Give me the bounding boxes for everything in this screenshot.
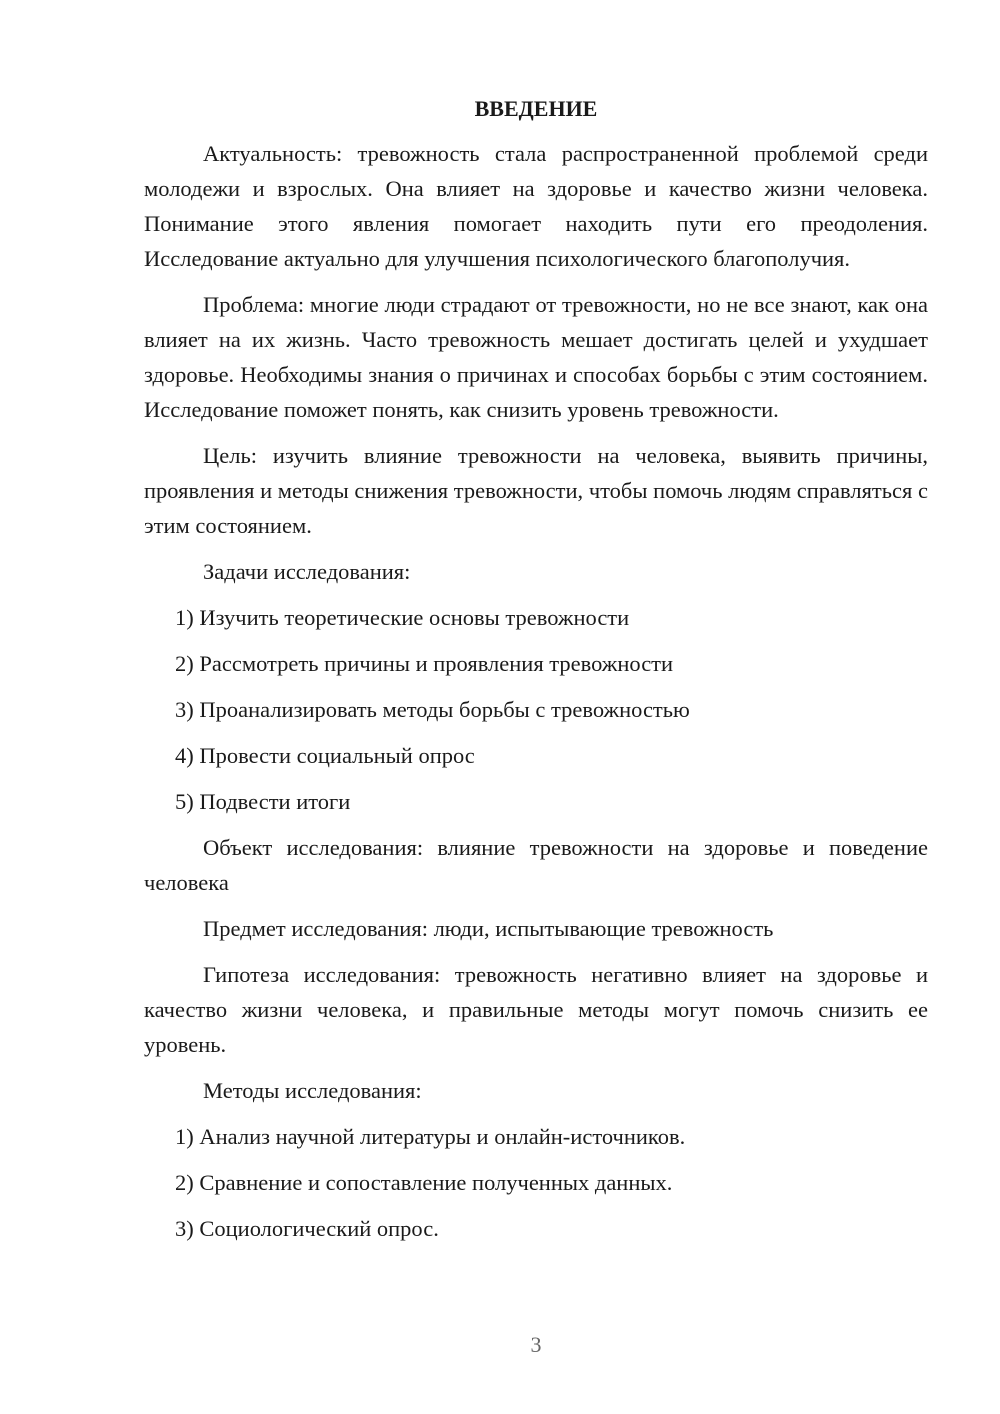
page-number: 3 [530,1332,542,1357]
methods-list [144,1119,928,1246]
document-page [144,94,928,1257]
subject-paragraph: Предмет исследования: люди, испытывающие тревожность [203,916,774,941]
goal-paragraph: Цель: изучить влияние тревожности на человека, выявить причины, проявления и методы снижения тревожности, чтобы помочь людям справляться с этим состоянием. [144,443,928,538]
relevance-paragraph: Актуальность: тревожность стала распространенной проблемой среди молодежи и взрослых. Она влияет на здоровье и качество жизни человека. Понимание этого явления помогает находить пути его преодоления. Исследование актуально для улучшения психологического благополучия. [144,141,928,271]
task-item: 4) Провести социальный опрос [175,743,475,768]
hypothesis-paragraph: Гипотеза исследования: тревожность негативно влияет на здоровье и качество жизни человека, и правильные методы могут помочь снизить ее уровень. [144,962,928,1057]
section-title: ВВЕДЕНИЕ [474,96,598,121]
tasks-list [144,600,928,819]
method-item: 1) Анализ научной литературы и онлайн-источников. [175,1124,686,1149]
object-paragraph: Объект исследования: влияние тревожности на здоровье и поведение человека [144,835,928,895]
task-item: 5) Подвести итоги [175,789,351,814]
task-item: 1) Изучить теоретические основы тревожности [175,605,630,630]
problem-paragraph: Проблема: многие люди страдают от тревожности, но не все знают, как она влияет на их жизнь. Часто тревожность мешает достигать целей и ухудшает здоровье. Необходимы знания о причинах и способах борьбы с этим состоянием. Исследование поможет понять, как снизить уровень тревожности. [144,292,928,422]
method-item: 3) Социологический опрос. [175,1216,439,1241]
methods-heading: Методы исследования: [203,1078,422,1103]
tasks-heading: Задачи исследования: [203,559,411,584]
method-item: 2) Сравнение и сопоставление полученных данных. [175,1170,673,1195]
task-item: 3) Проанализировать методы борьбы с тревожностью [175,697,690,722]
task-item: 2) Рассмотреть причины и проявления тревожности [175,651,674,676]
